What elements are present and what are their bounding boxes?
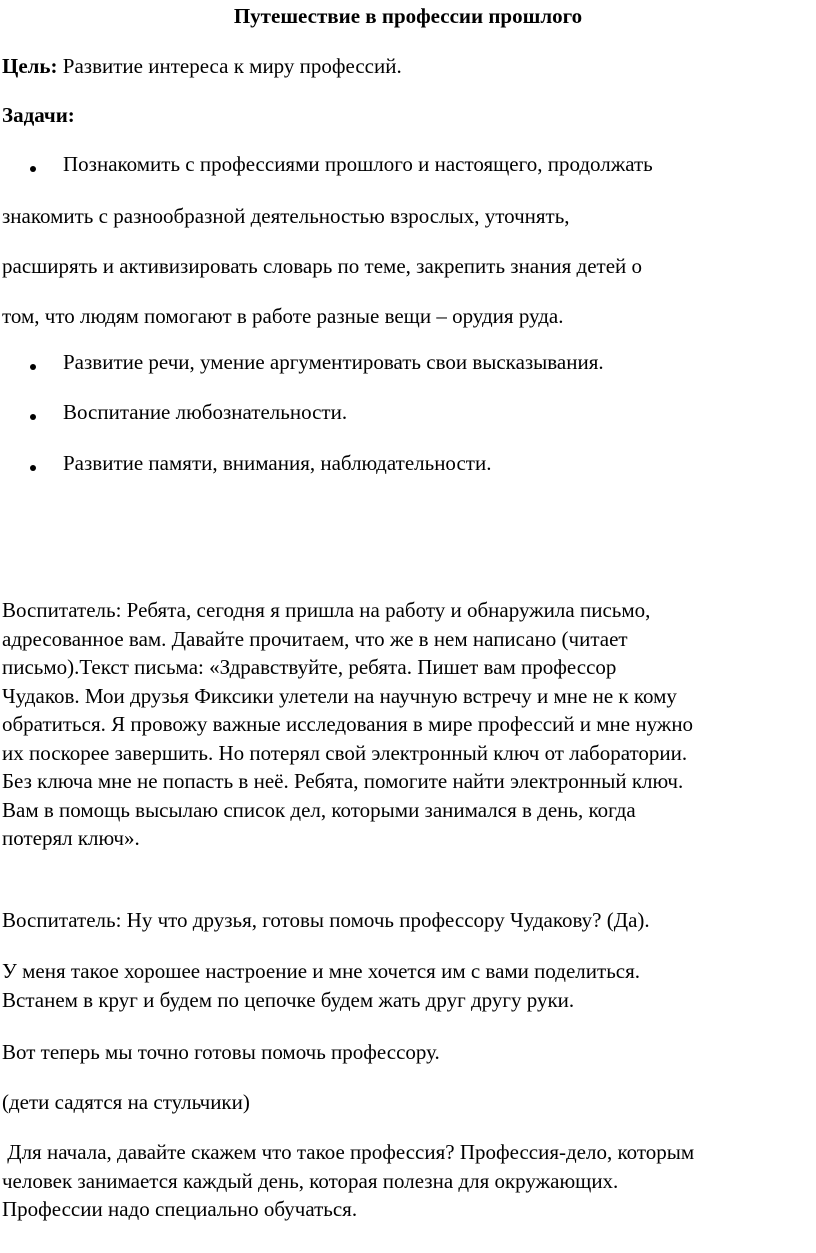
goal-line <box>2 54 402 78</box>
bullet-dot <box>30 166 36 172</box>
task-1-line-4: том, что людям помогают в работе разные вещи – орудия руда. <box>2 304 564 328</box>
bullet-dot <box>30 414 36 420</box>
task-1-line-1: Познакомить с профессиями прошлого и настоящего, продолжать <box>63 152 653 176</box>
paragraph-now-ready <box>2 1038 814 1067</box>
goal-text: Развитие интереса к миру профессий. <box>62 54 402 78</box>
goal-label: Цель: <box>2 54 58 78</box>
paragraph-sit-down <box>2 1088 814 1117</box>
paragraph-line: Воспитатель: Ребята, сегодня я пришла на работу и обнаружила письмо, <box>2 598 651 622</box>
paragraph-line: Воспитатель: Ну что друзья, готовы помочь профессору Чудакову? (Да). <box>2 908 650 932</box>
paragraph-profession <box>2 1138 814 1224</box>
task-3-line-1: Воспитание любознательности. <box>63 400 348 424</box>
tasks-label: Задачи: <box>2 103 75 127</box>
paragraph-line: адресованное вам. Давайте прочитаем, что же в нем написано (читает <box>2 626 628 651</box>
paragraph-line: Для начала, давайте скажем что такое профессия? Профессия-дело, которым <box>2 1140 695 1164</box>
task-1-line-2: знакомить с разнообразной деятельностью взрослых, уточнять, <box>2 204 570 228</box>
paragraph-line: (дети садятся на стульчики) <box>2 1090 250 1114</box>
paragraph-line: Вам в помощь высылаю список дел, которыми занимался в день, когда <box>2 797 636 822</box>
bullet-dot <box>30 364 36 370</box>
paragraph-line: У меня такое хорошее настроение и мне хочется им с вами поделиться. <box>2 959 641 983</box>
paragraph-letter <box>2 596 814 853</box>
paragraph-line: обратиться. Я провожу важные исследования в мире профессий и мне нужно <box>2 712 694 736</box>
paragraph-line: Профессии надо специально обучаться. <box>2 1197 358 1221</box>
paragraph-line: Встанем в круг и будем по цепочке будем жать друг другу руки. <box>2 987 575 1012</box>
task-4-line-1: Развитие памяти, внимания, наблюдательности. <box>63 451 492 475</box>
paragraph-line: Вот теперь мы точно готовы помочь профессору. <box>2 1040 440 1064</box>
bullet-dot <box>30 465 36 471</box>
paragraph-line: письмо).Текст письма: «Здравствуйте, ребята. Пишет вам профессор <box>2 655 617 679</box>
paragraph-line: Без ключа мне не попасть в неё. Ребята, помогите найти электронный ключ. <box>2 769 684 793</box>
task-1-line-3: расширять и активизировать словарь по теме, закрепить знания детей о <box>2 254 643 278</box>
paragraph-line: Чудаков. Мои друзья Фиксики улетели на научную встречу и мне не к кому <box>2 683 677 708</box>
paragraph-line: их поскорее завершить. Но потерял свой электронный ключ от лаборатории. <box>2 740 688 765</box>
paragraph-line: потерял ключ». <box>2 826 140 850</box>
task-2-line-1: Развитие речи, умение аргументировать свои высказывания. <box>63 350 604 374</box>
paragraph-mood <box>2 957 814 1014</box>
document-title: Путешествие в профессии прошлого <box>233 4 583 28</box>
paragraph-line: человек занимается каждый день, которая полезна для окружающих. <box>2 1168 619 1193</box>
paragraph-ready <box>2 906 814 935</box>
